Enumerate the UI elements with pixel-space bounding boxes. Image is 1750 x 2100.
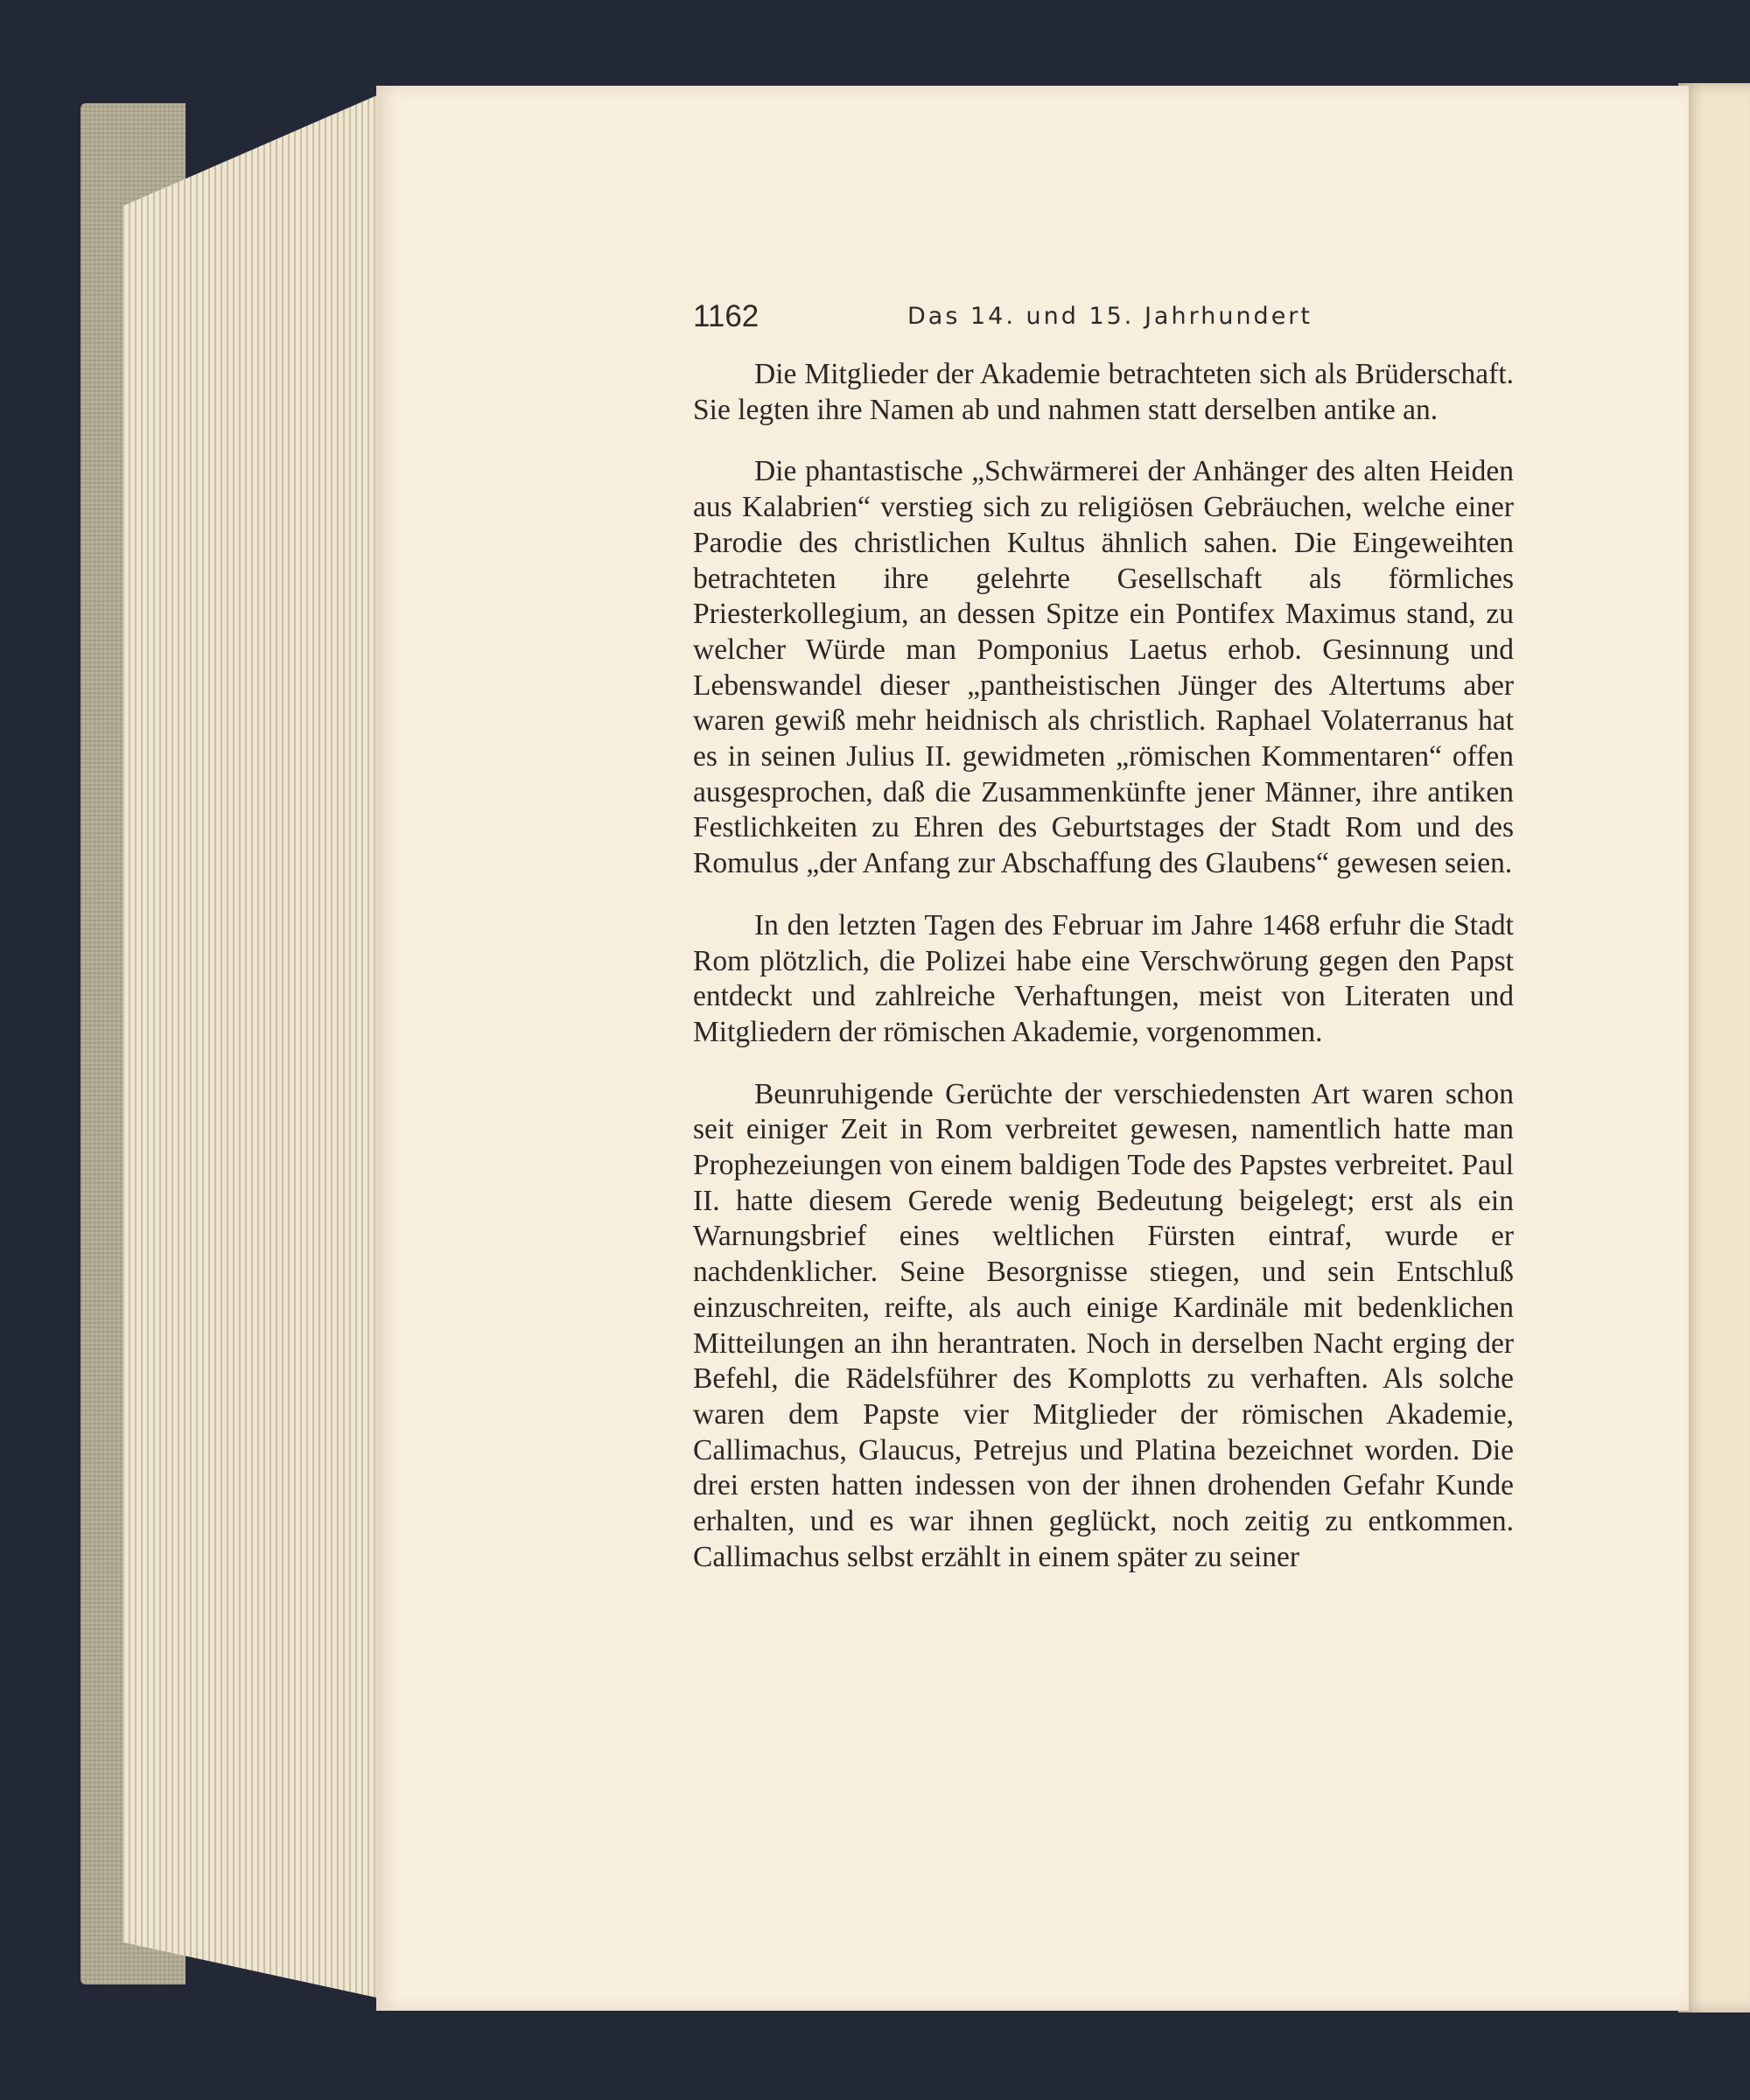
page-number: 1162 xyxy=(693,299,760,333)
page-header xyxy=(693,299,1514,343)
paragraph-3: In den letzten Tagen des Februar im Jahre 1468 erfuhr die Stadt Rom plötzlich, die Polizei habe eine Verschwörung gegen den Papst entdeckt und zahlreiche Verhaftungen, meist von Literaten und Mitgliedern der römischen Akademie, vorgenommen. xyxy=(693,908,1514,1048)
paragraph-1: Die Mitglieder der Akademie betrachteten sich als Brüderschaft. Sie legten ihre Namen ab und nahmen statt derselben antike an. xyxy=(693,358,1514,426)
page-edges xyxy=(122,92,385,1999)
paragraph-4: Beunruhigende Gerüchte der verschiedensten Art waren schon seit einiger Zeit in Rom verbreitet gewesen, namentlich hatte man Prophezeiungen von einem baldigen Tode des Papstes verbreitet. Paul II. hatte diesem Gerede wenig Bedeutung beigelegt; erst als ein Warnungsbrief eines weltlichen Fürsten eintraf, wurde er nachdenklicher. Seine Besorgnisse stiegen, und sein Entschluß einzuschreiten, reifte, als auch einige Kardinäle mit bedenklichen Mitteilungen an ihn herantraten. Noch in derselben Nacht erging der Befehl, die Rädelsführer des Komplotts zu verhaften. Als solche waren dem Papste vier Mitglieder der römischen Akademie, Callimachus, Glaucus, Petrejus und Platina bezeichnet worden. Die drei ersten hatten indessen von der ihnen drohenden Gefahr Kunde erhalten, und es war ihnen geglückt, noch zeitig zu entkommen. Callimachus selbst erzählt in einem später zu seiner xyxy=(693,1077,1514,1573)
next-page-edge xyxy=(1678,83,1750,2012)
paragraph-2: Die phantastische „Schwärmerei der Anhänger des alten Heiden aus Kalabrien“ verstieg sich zu religiösen Gebräuchen, welche einer Parodie des christlichen Kultus ähnlich sahen. Die Eingeweihten betrachteten ihre gelehrte Gesellschaft als förmliches Priesterkollegium, an dessen Spitze ein Pontifex Maximus stand, zu welcher Würde man Pomponius Laetus erhob. Gesinnung und Lebenswandel dieser „pantheistischen Jünger des Altertums aber waren gewiß mehr heidnisch als christlich. Raphael Volaterranus hat es in seinen Julius II. gewidmeten „römischen Kommentaren“ offen ausgesprochen, daß die Zusammenkünfte jener Männer, ihre antiken Festlichkeiten zu Ehren des Geburtstages der Stadt Rom und des Romulus „der Anfang zur Abschaffung des Glaubens“ gewesen seien. xyxy=(693,455,1514,880)
body-text xyxy=(693,357,1514,1602)
running-head: Das 14. und 15. Jahrhundert xyxy=(907,303,1312,330)
